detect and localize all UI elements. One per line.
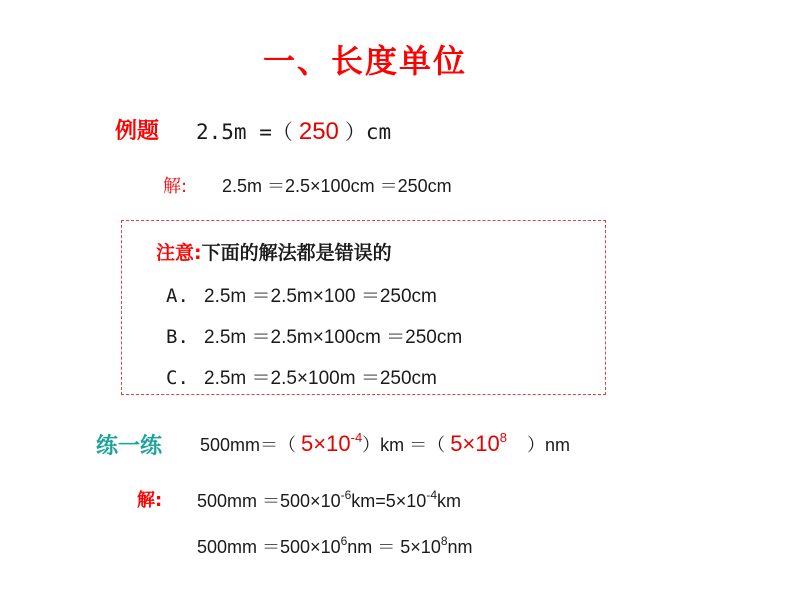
note-title-prefix: 注意:: [156, 242, 202, 264]
solution2-line2-b: nm ＝ 5×10: [347, 537, 441, 557]
solution2-line1-c: km: [437, 491, 461, 511]
solution2-line-2: [197, 533, 473, 559]
solution2-line2-a: 500mm ＝500×10: [197, 537, 341, 557]
solution2-line1-b: km=5×10: [351, 491, 427, 511]
note-item-b: [166, 322, 462, 349]
solution2-line1-a: 500mm ＝500×10: [197, 491, 341, 511]
example-label: 例题: [115, 119, 160, 144]
note-item-expr: 2.5m ＝2.5m×100cm ＝250cm: [204, 327, 463, 348]
practice-part2: ）km ＝（: [362, 435, 446, 455]
example-expr-prefix: 2.5m =（: [196, 120, 293, 144]
note-item-letter: C.: [166, 367, 189, 389]
practice-answer-2-base: 5×10: [450, 431, 500, 456]
note-title-text: 下面的解法都是错误的: [201, 242, 392, 264]
solution-label: 解:: [163, 176, 188, 197]
solution2-line2-c: nm: [447, 537, 473, 557]
practice-answer-1-base: 5×10: [301, 431, 351, 456]
practice-answer-2-exp: 8: [499, 430, 507, 445]
example-expr-suffix: ）cm: [344, 120, 392, 144]
page-title: 一、长度单位: [262, 42, 467, 80]
solution2-line2-a-exp: 6: [340, 534, 348, 548]
practice-answer-2: [450, 431, 507, 456]
example-expression: [196, 116, 391, 146]
solution2-line2-b-exp: 8: [440, 534, 448, 548]
note-item-letter: A.: [166, 285, 189, 307]
practice-label: 练一练: [96, 434, 163, 459]
example-answer: 250: [298, 118, 339, 145]
solution-expression: 2.5m ＝2.5×100cm ＝250cm: [222, 176, 452, 196]
practice-part1: 500mm＝（: [200, 435, 297, 455]
practice-answer-1: [301, 431, 362, 456]
note-item-letter: B.: [166, 326, 189, 348]
solution2-line-1: [197, 487, 461, 513]
solution2-label: 解:: [137, 490, 163, 511]
practice-part3: ）nm: [527, 435, 571, 455]
practice-expression: [200, 430, 570, 457]
note-item-expr: 2.5m ＝2.5m×100 ＝250cm: [204, 286, 437, 307]
note-item-a: [166, 281, 437, 308]
solution2-line1-a-exp: -6: [340, 488, 352, 502]
note-title: [156, 238, 392, 265]
note-item-expr: 2.5m ＝2.5×100m ＝250cm: [204, 368, 437, 389]
practice-answer-1-exp: -4: [350, 430, 363, 445]
solution2-line1-b-exp: -4: [426, 488, 437, 502]
note-item-c: [166, 363, 437, 390]
